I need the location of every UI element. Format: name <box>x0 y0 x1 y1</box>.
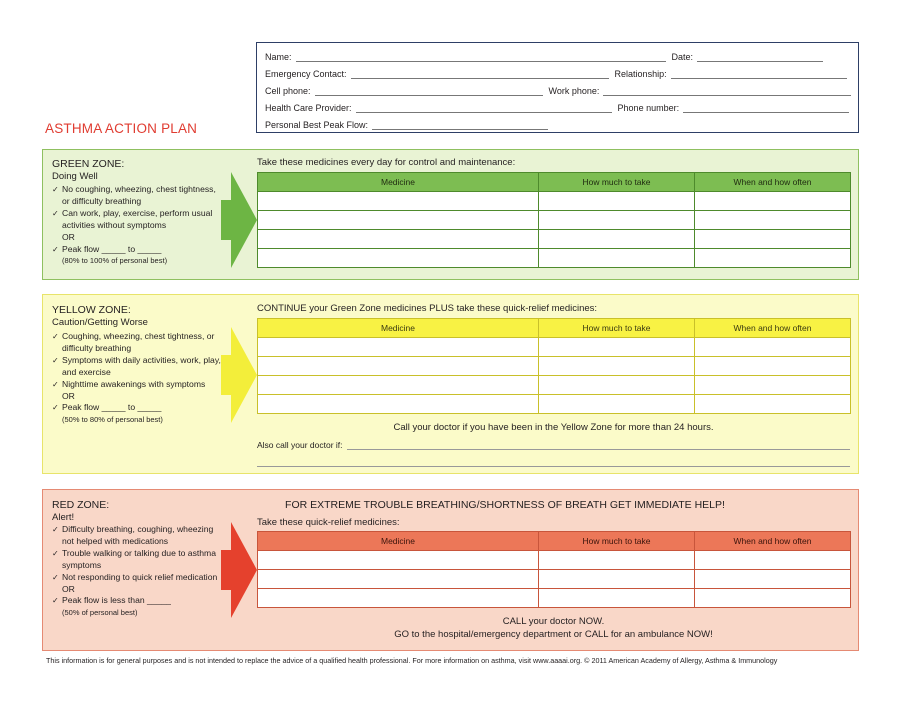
also-call-label: Also call your doctor if: <box>257 440 343 450</box>
red-symptom-list <box>52 524 222 619</box>
red-symptom-item: ✓ Difficulty breathing, coughing, wheezing not helped with medications <box>52 524 222 548</box>
health-care-provider-label: Health Care Provider: <box>265 103 352 113</box>
green-symptom-item: ✓ No coughing, wheezing, chest tightness, or difficulty breathing <box>52 184 222 208</box>
yellow-peak-flow-item: ✓ Peak flow _____ to _____ <box>52 402 222 414</box>
red-zone <box>42 489 859 651</box>
table-row <box>258 551 851 570</box>
yellow-medicine-table <box>257 318 851 414</box>
green-peak-flow-note: (80% to 100% of personal best) <box>62 256 168 266</box>
name-field[interactable] <box>296 53 666 62</box>
peak-flow-row <box>265 116 548 130</box>
green-symptom-list <box>52 184 222 267</box>
amount-cell[interactable] <box>539 570 695 589</box>
medicine-cell[interactable] <box>258 230 539 249</box>
patient-info-form <box>256 42 859 133</box>
green-medicine-table <box>257 172 851 268</box>
frequency-cell[interactable] <box>695 192 851 211</box>
green-arrow-icon <box>221 172 257 268</box>
footer-disclaimer: This information is for general purposes and is not intended to replace the advice of a qualified health professional. For more information on asthma, visit www.aaaai.org. © 2011 American Academy of Allergy, Asthma & Immunology <box>46 656 778 665</box>
green-zone-heading: GREEN ZONE: <box>52 158 125 170</box>
peak-flow-field[interactable] <box>372 121 548 130</box>
frequency-cell[interactable] <box>695 211 851 230</box>
medicine-cell[interactable] <box>258 211 539 230</box>
yellow-peak-flow-note: (50% to 80% of personal best) <box>62 415 163 425</box>
table-row <box>258 211 851 230</box>
amount-cell[interactable] <box>539 249 695 268</box>
amount-cell[interactable] <box>539 211 695 230</box>
also-call-field[interactable] <box>347 442 850 450</box>
name-row <box>265 48 823 62</box>
medicine-cell[interactable] <box>258 589 539 608</box>
medicine-cell[interactable] <box>258 357 539 376</box>
work-phone-label: Work phone: <box>548 86 600 96</box>
peak-flow-label: Personal Best Peak Flow: <box>265 120 369 130</box>
medicine-cell[interactable] <box>258 249 539 268</box>
medicine-cell[interactable] <box>258 570 539 589</box>
name-label: Name: <box>265 52 292 62</box>
cell-phone-label: Cell phone: <box>265 86 311 96</box>
emergency-contact-field[interactable] <box>351 70 609 79</box>
frequency-cell[interactable] <box>695 357 851 376</box>
red-emergency-alert: FOR EXTREME TROUBLE BREATHING/SHORTNESS OF BREATH GET IMMEDIATE HELP! <box>285 499 725 511</box>
medicine-cell[interactable] <box>258 192 539 211</box>
table-row <box>258 192 851 211</box>
table-row <box>258 570 851 589</box>
red-symptom-item: ✓ Not responding to quick relief medication <box>52 572 222 584</box>
yellow-arrow-icon <box>221 327 257 423</box>
frequency-cell[interactable] <box>695 338 851 357</box>
red-symptom-item: ✓ Trouble walking or talking due to asthma symptoms <box>52 548 222 572</box>
red-call-doctor-text: CALL your doctor NOW. <box>502 616 605 627</box>
work-phone-field[interactable] <box>603 87 851 96</box>
red-instruction: Take these quick-relief medicines: <box>257 517 400 528</box>
medicine-header: Medicine <box>258 532 539 551</box>
relationship-field[interactable] <box>671 70 847 79</box>
provider-row <box>265 99 849 113</box>
also-call-extra-line[interactable] <box>257 466 850 467</box>
frequency-cell[interactable] <box>695 376 851 395</box>
table-row <box>258 249 851 268</box>
how-much-header: How much to take <box>539 319 695 338</box>
yellow-symptom-item: ✓ Nighttime awakenings with symptoms <box>52 379 222 391</box>
green-symptom-item: ✓ Can work, play, exercise, perform usual activities without symptoms <box>52 208 222 232</box>
frequency-cell[interactable] <box>695 249 851 268</box>
red-arrow-icon <box>221 522 257 618</box>
red-zone-subheading: Alert! <box>52 512 75 523</box>
yellow-zone-heading: YELLOW ZONE: <box>52 304 131 316</box>
frequency-cell[interactable] <box>695 230 851 249</box>
phone-number-field[interactable] <box>683 104 849 113</box>
table-row <box>258 338 851 357</box>
cell-phone-field[interactable] <box>315 87 543 96</box>
frequency-cell[interactable] <box>695 589 851 608</box>
green-zone-subheading: Doing Well <box>52 171 98 182</box>
medicine-cell[interactable] <box>258 395 539 414</box>
yellow-or-label: OR <box>62 390 75 401</box>
emergency-row <box>265 65 847 79</box>
amount-cell[interactable] <box>539 230 695 249</box>
table-row <box>258 357 851 376</box>
yellow-zone-subheading: Caution/Getting Worse <box>52 317 148 328</box>
relationship-label: Relationship: <box>614 69 667 79</box>
yellow-symptom-list <box>52 331 222 426</box>
amount-cell[interactable] <box>539 192 695 211</box>
red-peak-flow-item: ✓ Peak flow is less than _____ <box>52 595 222 607</box>
red-peak-flow-note: (50% of personal best) <box>62 608 138 618</box>
frequency-cell[interactable] <box>695 551 851 570</box>
phone-row <box>265 82 851 96</box>
when-header: When and how often <box>695 173 851 192</box>
yellow-instruction: CONTINUE your Green Zone medicines PLUS take these quick-relief medicines: <box>257 303 598 314</box>
table-row <box>258 376 851 395</box>
page-title: ASTHMA ACTION PLAN <box>45 121 198 136</box>
amount-cell[interactable] <box>539 551 695 570</box>
phone-number-label: Phone number: <box>617 103 680 113</box>
yellow-zone <box>42 294 859 474</box>
how-much-header: How much to take <box>539 532 695 551</box>
health-care-provider-field[interactable] <box>356 104 612 113</box>
yellow-call-doctor-text: Call your doctor if you have been in the Yellow Zone for more than 24 hours. <box>393 422 714 433</box>
yellow-symptom-item: ✓ Symptoms with daily activities, work, play, and exercise <box>52 355 222 379</box>
date-label: Date: <box>671 52 694 62</box>
table-row <box>258 230 851 249</box>
table-row <box>258 589 851 608</box>
red-zone-heading: RED ZONE: <box>52 499 110 511</box>
frequency-cell[interactable] <box>695 395 851 414</box>
green-zone <box>42 149 859 280</box>
frequency-cell[interactable] <box>695 570 851 589</box>
amount-cell[interactable] <box>539 395 695 414</box>
medicine-header: Medicine <box>258 319 539 338</box>
red-medicine-table <box>257 531 851 608</box>
when-header: When and how often <box>695 532 851 551</box>
green-peak-flow-item: ✓ Peak flow _____ to _____ <box>52 244 222 256</box>
red-or-label: OR <box>62 583 75 594</box>
medicine-header: Medicine <box>258 173 539 192</box>
table-row <box>258 395 851 414</box>
medicine-cell[interactable] <box>258 338 539 357</box>
yellow-symptom-item: ✓ Coughing, wheezing, chest tightness, or difficulty breathing <box>52 331 222 355</box>
also-call-row <box>257 440 850 450</box>
green-or-label: OR <box>62 231 75 242</box>
red-go-hospital-text: GO to the hospital/emergency department or CALL for an ambulance NOW! <box>394 629 713 640</box>
emergency-contact-label: Emergency Contact: <box>265 69 347 79</box>
date-field[interactable] <box>697 53 823 62</box>
how-much-header: How much to take <box>539 173 695 192</box>
when-header: When and how often <box>695 319 851 338</box>
medicine-cell[interactable] <box>258 551 539 570</box>
amount-cell[interactable] <box>539 338 695 357</box>
amount-cell[interactable] <box>539 357 695 376</box>
amount-cell[interactable] <box>539 376 695 395</box>
medicine-cell[interactable] <box>258 376 539 395</box>
green-instruction: Take these medicines every day for control and maintenance: <box>257 157 516 168</box>
amount-cell[interactable] <box>539 589 695 608</box>
